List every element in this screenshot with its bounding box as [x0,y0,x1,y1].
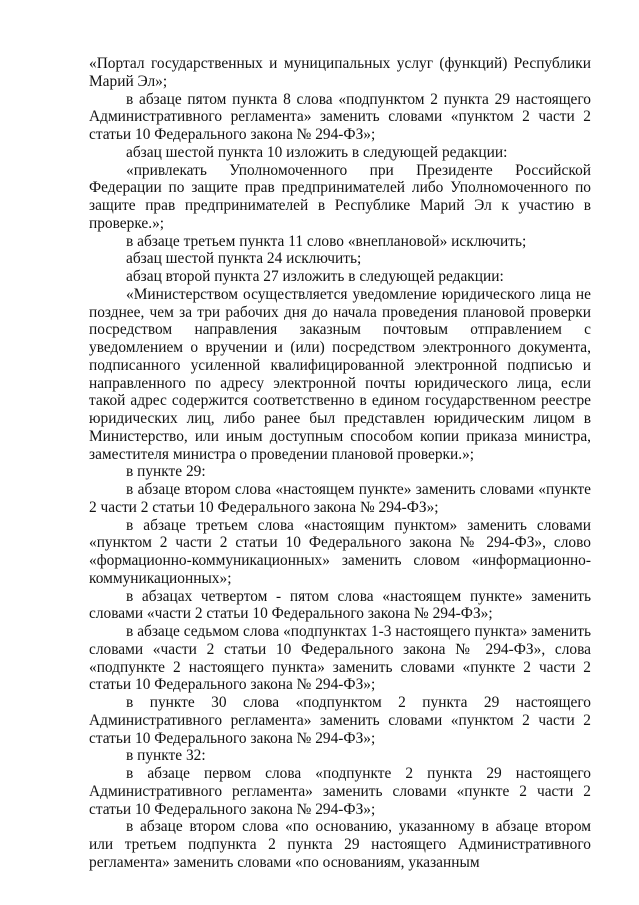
paragraph-item-32-first: в абзаце первом слова «подпункте 2 пункта 29 настоящего Административного регламента» заменить словами «пункте 2 части 2 статьи 10 Федерального закона № 294-ФЗ»; [89,765,591,818]
paragraph-item-27-intro: абзац второй пункта 27 изложить в следующей редакции: [126,268,504,285]
paragraph-item-32-second: в абзаце втором слова «по основанию, указанному в абзаце втором или третьем подпункта 2 пункта 29 настоящего Административного регламента» заменить словами «по основаниям, указанным [89,818,591,871]
paragraph-item-8: в абзаце пятом пункта 8 слова «подпунктом 2 пункта 29 настоящего Административного регламента» заменить словами «пунктом 2 части 2 статьи 10 Федерального закона № 294-ФЗ»; [89,90,591,143]
document-body [89,55,591,872]
paragraph-item-30: в пункте 30 слова «подпунктом 2 пункта 29 настоящего Административного регламента» заменить словами «пунктом 2 части 2 статьи 10 Федерального закона № 294-ФЗ»; [89,694,591,747]
paragraph-item-29-seventh: в абзаце седьмом слова «подпунктах 1-3 настоящего пункта» заменить словами «части 2 статьи 10 Федерального закона № 294-ФЗ», слова «подпункте 2 настоящего пункта» заменить словами «пункте 2 части 2 статьи 10 Федерального закона № 294-ФЗ»; [89,623,591,694]
paragraph-item-27-text: «Министерством осуществляется уведомление юридического лица не позднее, чем за три рабочих дня до начала проведения плановой проверки посредством направления заказным почтовым отправлением с уведомлением о вручении и (или) посредством электронного документа, подписанного усиленной квалифицированной электронной подписью и направленного по адресу электронной почты юридического лица, если такой адрес содержится соответственно в едином государственном реестре юридических лиц, либо ранее был представлен юридическим лицом в Министерство, или иным доступным способом копии приказа министра, заместителя министра о проведении плановой проверки.»; [89,285,591,463]
paragraph-item-11: в абзаце третьем пункта 11 слово «внеплановой» исключить; [126,232,527,250]
paragraph-item-24: абзац шестой пункта 24 исключить; [126,250,362,268]
paragraph-item-10-intro: абзац шестой пункта 10 изложить в следующей редакции: [126,143,508,161]
paragraph-item-29-fourth-fifth: в абзацах четвертом - пятом слова «настоящем пункте» заменить словами «части 2 статьи 10 Федерального закона № 294-ФЗ»; [89,587,591,623]
paragraph-item-29-third: в абзаце третьем слова «настоящим пунктом» заменить словами «пунктом 2 части 2 статьи 10 Федерального закона № 294-ФЗ», слово «формационно-коммуникационных» заменить словом «информационно-коммуникационных»; [89,516,591,587]
paragraph-portal-name: «Портал государственных и муниципальных услуг (функций) Республики Марий Эл»; [89,55,591,90]
paragraph-item-32-heading: в пункте 32: [126,747,206,765]
paragraph-item-10-text: «привлекать Уполномоченного при Президенте Российской Федерации по защите прав предпринимателей либо Уполномоченного по защите прав предпринимателей в Республике Марий Эл к участию в проверке.»; [89,161,591,232]
paragraph-item-29-heading: в пункте 29: [126,463,206,481]
paragraph-item-29-second: в абзаце втором слова «настоящем пункте» заменить словами «пункте 2 части 2 статьи 10 Федерального закона № 294-ФЗ»; [89,481,591,516]
